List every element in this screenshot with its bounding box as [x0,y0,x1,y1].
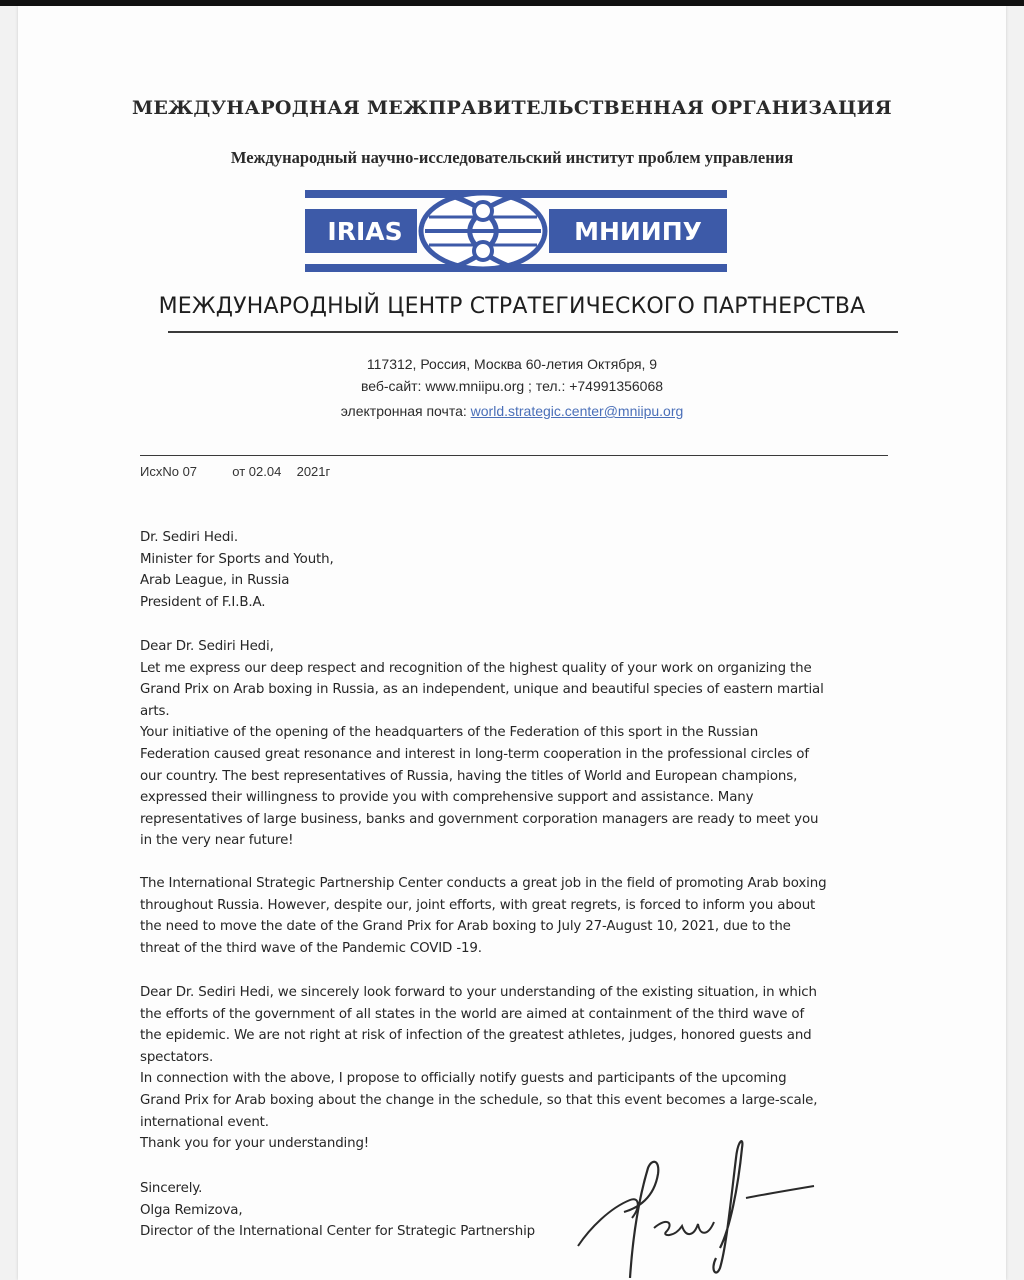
recipient-line: Dr. Sediri Hedi. [140,530,238,545]
recipient-block [140,527,900,613]
organization-title: МЕЖДУНАРОДНАЯ МЕЖПРАВИТЕЛЬСТВЕННАЯ ОРГАНИЗАЦИЯ [132,97,892,119]
signer-name: Olga Remizova, [140,1202,243,1218]
reference-line [140,464,330,479]
header-divider [168,331,898,333]
text-line: representatives of large business, banks and government corporation managers are ready to meet you [140,811,819,827]
logo-right-text: МНИИПУ [574,217,702,246]
signer-title: Director of the International Center for Strategic Partnership [140,1224,535,1240]
closing-line: Sincerely. [140,1181,203,1196]
text-line: Dear Dr. Sediri Hedi, [140,639,274,654]
email-link[interactable]: world.strategic.center@mniipu.org [470,403,684,419]
text-line: Dear Dr. Sediri Hedi, we sincerely look forward to your understanding of the existing situation, in which [140,985,817,1000]
text-line: Federation caused great resonance and interest in long-term cooperation in the professional circles of [140,746,809,762]
recipient-line: Minister for Sports and Youth, [140,551,334,567]
text-line: in the very near future! [140,833,294,849]
text-line: In connection with the above, I propose to officially notify guests and participants of the upcoming [140,1071,787,1087]
text-line: throughout Russia. However, despite our, joint efforts, with great regrets, is forced to inform you about [140,897,816,913]
text-line: The International Strategic Partnership Center conducts a great job in the field of promoting Arab boxing [140,876,827,891]
text-line: Thank you for your understanding! [140,1136,370,1152]
reference-number: ИсхNo 07 [140,464,198,479]
text-line: the need to move the date of the Grand Prix for Arab boxing to July 27-August 10, 2021, due to the [140,919,791,935]
center-title: МЕЖДУНАРОДНЫЙ ЦЕНТР СТРАТЕГИЧЕСКОГО ПАРТНЕРСТВА [158,294,866,319]
email-label: электронная почта: [340,403,467,419]
institute-name: Международный научно-исследовательский институт проблем управления [230,148,794,167]
text-line: threat of the third wave of the Pandemic COVID -19. [140,940,482,956]
text-line: arts. [140,703,170,719]
text-line: expressed their willingness to provide you with comprehensive support and assistance. Many [140,790,754,806]
text-line: the epidemic. We are not right at risk of infection of the greatest athletes, judges, honored guests and [140,1028,812,1044]
address-divider [140,455,888,456]
postal-address: 117312, Россия, Москва 60-летия Октября, 9 [366,356,658,372]
email-line [0,403,1024,419]
logo-left-text: IRIAS [327,217,403,246]
website-phone: веб-сайт: www.mniipu.org ; тел.: +74991356068 [360,378,664,394]
text-line: the efforts of the government of all states in the world are aimed at containment of the third wave of [140,1006,805,1022]
text-line: Grand Prix for Arab boxing about the change in the schedule, so that this event becomes a large-scale, [140,1092,818,1108]
letter-paragraph-2 [140,873,900,959]
text-line: Grand Prix on Arab boxing in Russia, as an independent, unique and beautiful species of eastern martial [140,682,824,698]
recipient-line: President of F.I.B.A. [140,594,266,610]
letter-paragraph-1 [140,636,900,852]
text-line: Your initiative of the opening of the headquarters of the Federation of this sport in the Russian [140,725,759,741]
reference-date: от 02.04 [232,464,282,479]
globe-emblem-icon [421,193,545,269]
text-line: Let me express our deep respect and recognition of the highest quality of your work on organizing the [140,660,812,676]
text-line: international event. [140,1114,269,1130]
organization-logo [305,187,727,275]
recipient-line: Arab League, in Russia [140,573,290,589]
text-line: spectators. [140,1049,214,1065]
reference-year: 2021г [296,464,331,479]
text-line: our country. The best representatives of Russia, having the titles of World and European champions, [140,768,798,784]
handwritten-signature [570,1128,820,1278]
